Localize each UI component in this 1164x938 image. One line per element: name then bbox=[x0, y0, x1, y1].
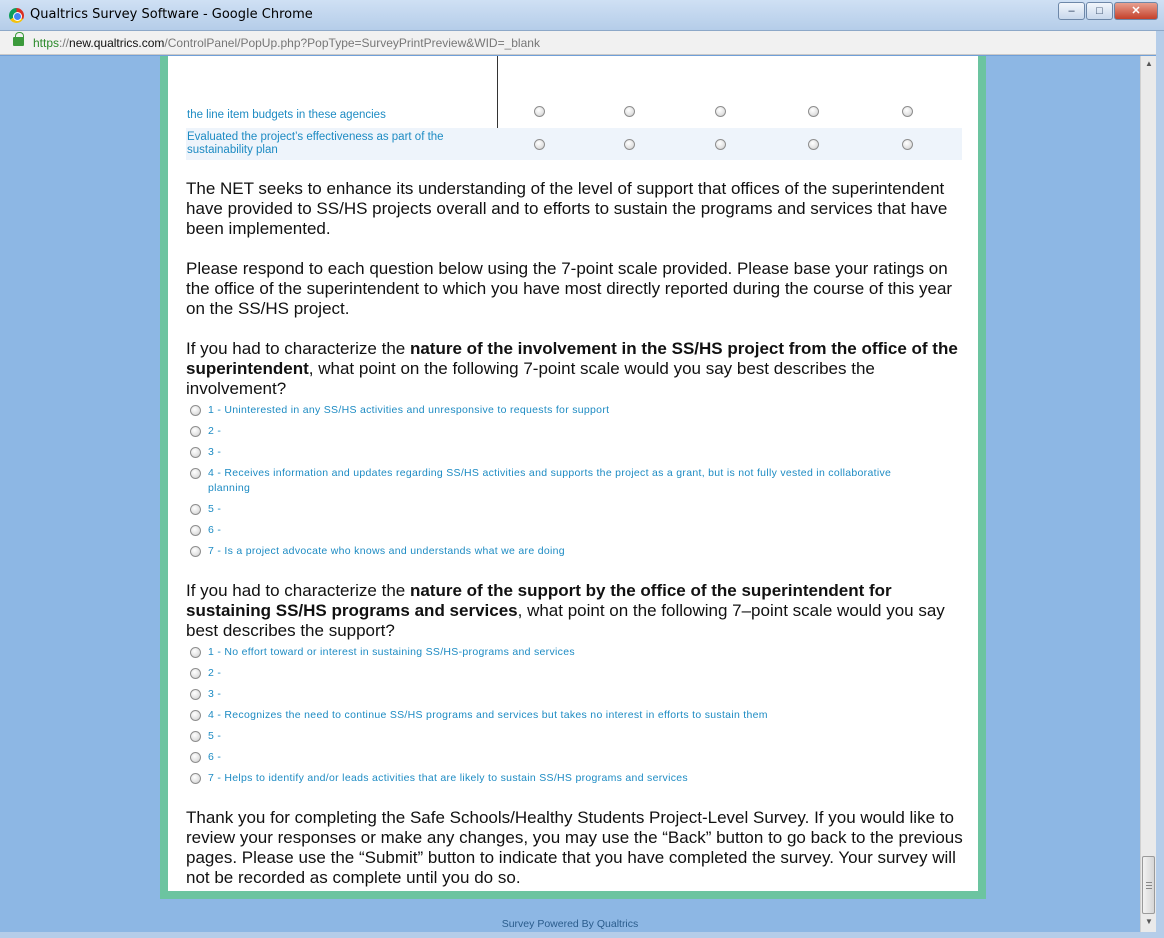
question-text: If you had to characterize the bbox=[186, 581, 410, 600]
option-label[interactable]: 3 - bbox=[208, 688, 222, 700]
window-border bbox=[0, 932, 1164, 938]
survey-page bbox=[168, 56, 978, 891]
option-radio[interactable] bbox=[190, 405, 201, 416]
url-host: new.qualtrics.com bbox=[69, 36, 165, 50]
option-radio[interactable] bbox=[190, 689, 201, 700]
option-radio[interactable] bbox=[190, 504, 201, 515]
scroll-thumb[interactable] bbox=[1142, 856, 1155, 914]
url-scheme: https bbox=[33, 36, 60, 50]
matrix-radio[interactable] bbox=[534, 139, 545, 150]
option-label[interactable]: 4 - Receives information and updates regarding SS/HS activities and supports the project as a grant, but is not fully vested in collaborative planning bbox=[208, 467, 892, 494]
option-label[interactable]: 6 - bbox=[208, 524, 222, 536]
question-emphasis: nature of the support by the office of the superintendent for sustaining SS/HS programs and services bbox=[186, 581, 892, 620]
minimize-button[interactable]: – bbox=[1058, 2, 1085, 20]
option-label[interactable]: 3 - bbox=[208, 446, 222, 458]
option-label[interactable]: 7 - Is a project advocate who knows and understands what we are doing bbox=[208, 545, 565, 557]
scroll-down-arrow-icon[interactable]: ▼ bbox=[1145, 917, 1153, 926]
url-text[interactable] bbox=[33, 36, 540, 50]
window-controls bbox=[1057, 2, 1158, 20]
question-text: , what point on the following 7–point scale would you say best describes the support? bbox=[186, 601, 945, 640]
intro-paragraph: The NET seeks to enhance its understanding of the level of support that offices of the superintendent have provided to SS/HS projects overall and to efforts to sustain the programs and services that have been implemented. bbox=[186, 179, 948, 238]
option-label[interactable]: 5 - bbox=[208, 503, 222, 515]
matrix-radio[interactable] bbox=[715, 106, 726, 117]
matrix-radio[interactable] bbox=[715, 139, 726, 150]
option-radio[interactable] bbox=[190, 447, 201, 458]
option-radio[interactable] bbox=[190, 426, 201, 437]
footer-credit[interactable]: Survey Powered By Qualtrics bbox=[501, 918, 639, 930]
close-button[interactable]: ✕ bbox=[1114, 2, 1158, 20]
option-label[interactable]: 2 - bbox=[208, 667, 222, 679]
question-emphasis: nature of the involvement in the SS/HS project from the office of the superintendent bbox=[186, 339, 958, 378]
scroll-grip bbox=[1146, 888, 1152, 889]
option-radio[interactable] bbox=[190, 546, 201, 557]
option-radio[interactable] bbox=[190, 773, 201, 784]
question-involvement bbox=[186, 339, 968, 399]
question-text: , what point on the following 7-point scale would you say best describes the involvement? bbox=[186, 359, 875, 398]
option-label[interactable]: 6 - bbox=[208, 751, 222, 763]
vertical-scrollbar[interactable] bbox=[1140, 56, 1156, 932]
option-label[interactable]: 4 - Recognizes the need to continue SS/HS programs and services but takes no interest in efforts to sustain them bbox=[208, 709, 768, 721]
option-label[interactable]: 1 - Uninterested in any SS/HS activities and unresponsive to requests for support bbox=[208, 404, 610, 416]
option-radio[interactable] bbox=[190, 731, 201, 742]
matrix-radio[interactable] bbox=[624, 139, 635, 150]
window-title: Qualtrics Survey Software - Google Chrome bbox=[30, 7, 313, 22]
option-label[interactable]: 7 - Helps to identify and/or leads activities that are likely to sustain SS/HS programs and services bbox=[208, 772, 688, 784]
scroll-up-arrow-icon[interactable]: ▲ bbox=[1145, 59, 1153, 68]
option-radio[interactable] bbox=[190, 468, 201, 479]
option-label[interactable]: 1 - No effort toward or interest in sustaining SS/HS-programs and services bbox=[208, 646, 575, 658]
survey-frame bbox=[160, 56, 986, 899]
option-radio[interactable] bbox=[190, 710, 201, 721]
instructions-paragraph: Please respond to each question below using the 7-point scale provided. Please base your ratings on the office of the superintendent to which you have most directly reported during the course of this year on the SS/HS project. bbox=[186, 259, 953, 318]
scroll-grip bbox=[1146, 885, 1152, 886]
address-bar[interactable] bbox=[0, 31, 1164, 55]
matrix-row-label: the line item budgets in these agencies bbox=[187, 109, 386, 121]
question-support bbox=[186, 581, 968, 641]
chrome-logo-icon bbox=[9, 8, 24, 23]
matrix-row bbox=[186, 128, 962, 160]
option-radio[interactable] bbox=[190, 647, 201, 658]
closing-paragraph: Thank you for completing the Safe Schools/Healthy Students Project-Level Survey. If you would like to review your responses or make any changes, you may use the “Back” button to go back to the previous pages. Please use the “Submit” button to indicate that you have completed the survey. Your survey will not be recorded as complete until you do so. bbox=[186, 808, 963, 887]
url-path: /ControlPanel/PopUp.php?PopType=SurveyPrintPreview&WID=_blank bbox=[164, 36, 540, 50]
matrix-radio[interactable] bbox=[902, 139, 913, 150]
page-viewport bbox=[0, 56, 1140, 932]
matrix-row bbox=[186, 104, 962, 124]
option-label[interactable]: 5 - bbox=[208, 730, 222, 742]
lock-icon bbox=[13, 37, 24, 46]
option-radio[interactable] bbox=[190, 752, 201, 763]
matrix-radio[interactable] bbox=[808, 106, 819, 117]
option-radio[interactable] bbox=[190, 668, 201, 679]
matrix-radio[interactable] bbox=[808, 139, 819, 150]
scroll-grip bbox=[1146, 882, 1152, 883]
window-titlebar bbox=[0, 0, 1164, 31]
matrix-radio[interactable] bbox=[534, 106, 545, 117]
url-separator: :// bbox=[59, 36, 70, 50]
matrix-row-label: Evaluated the project’s effectiveness as part of the sustainability plan bbox=[187, 131, 444, 156]
option-label[interactable]: 2 - bbox=[208, 425, 222, 437]
matrix-radio[interactable] bbox=[902, 106, 913, 117]
maximize-button[interactable]: □ bbox=[1086, 2, 1113, 20]
option-radio[interactable] bbox=[190, 525, 201, 536]
window-border bbox=[1156, 31, 1164, 938]
matrix-radio[interactable] bbox=[624, 106, 635, 117]
question-text: If you had to characterize the bbox=[186, 339, 410, 358]
